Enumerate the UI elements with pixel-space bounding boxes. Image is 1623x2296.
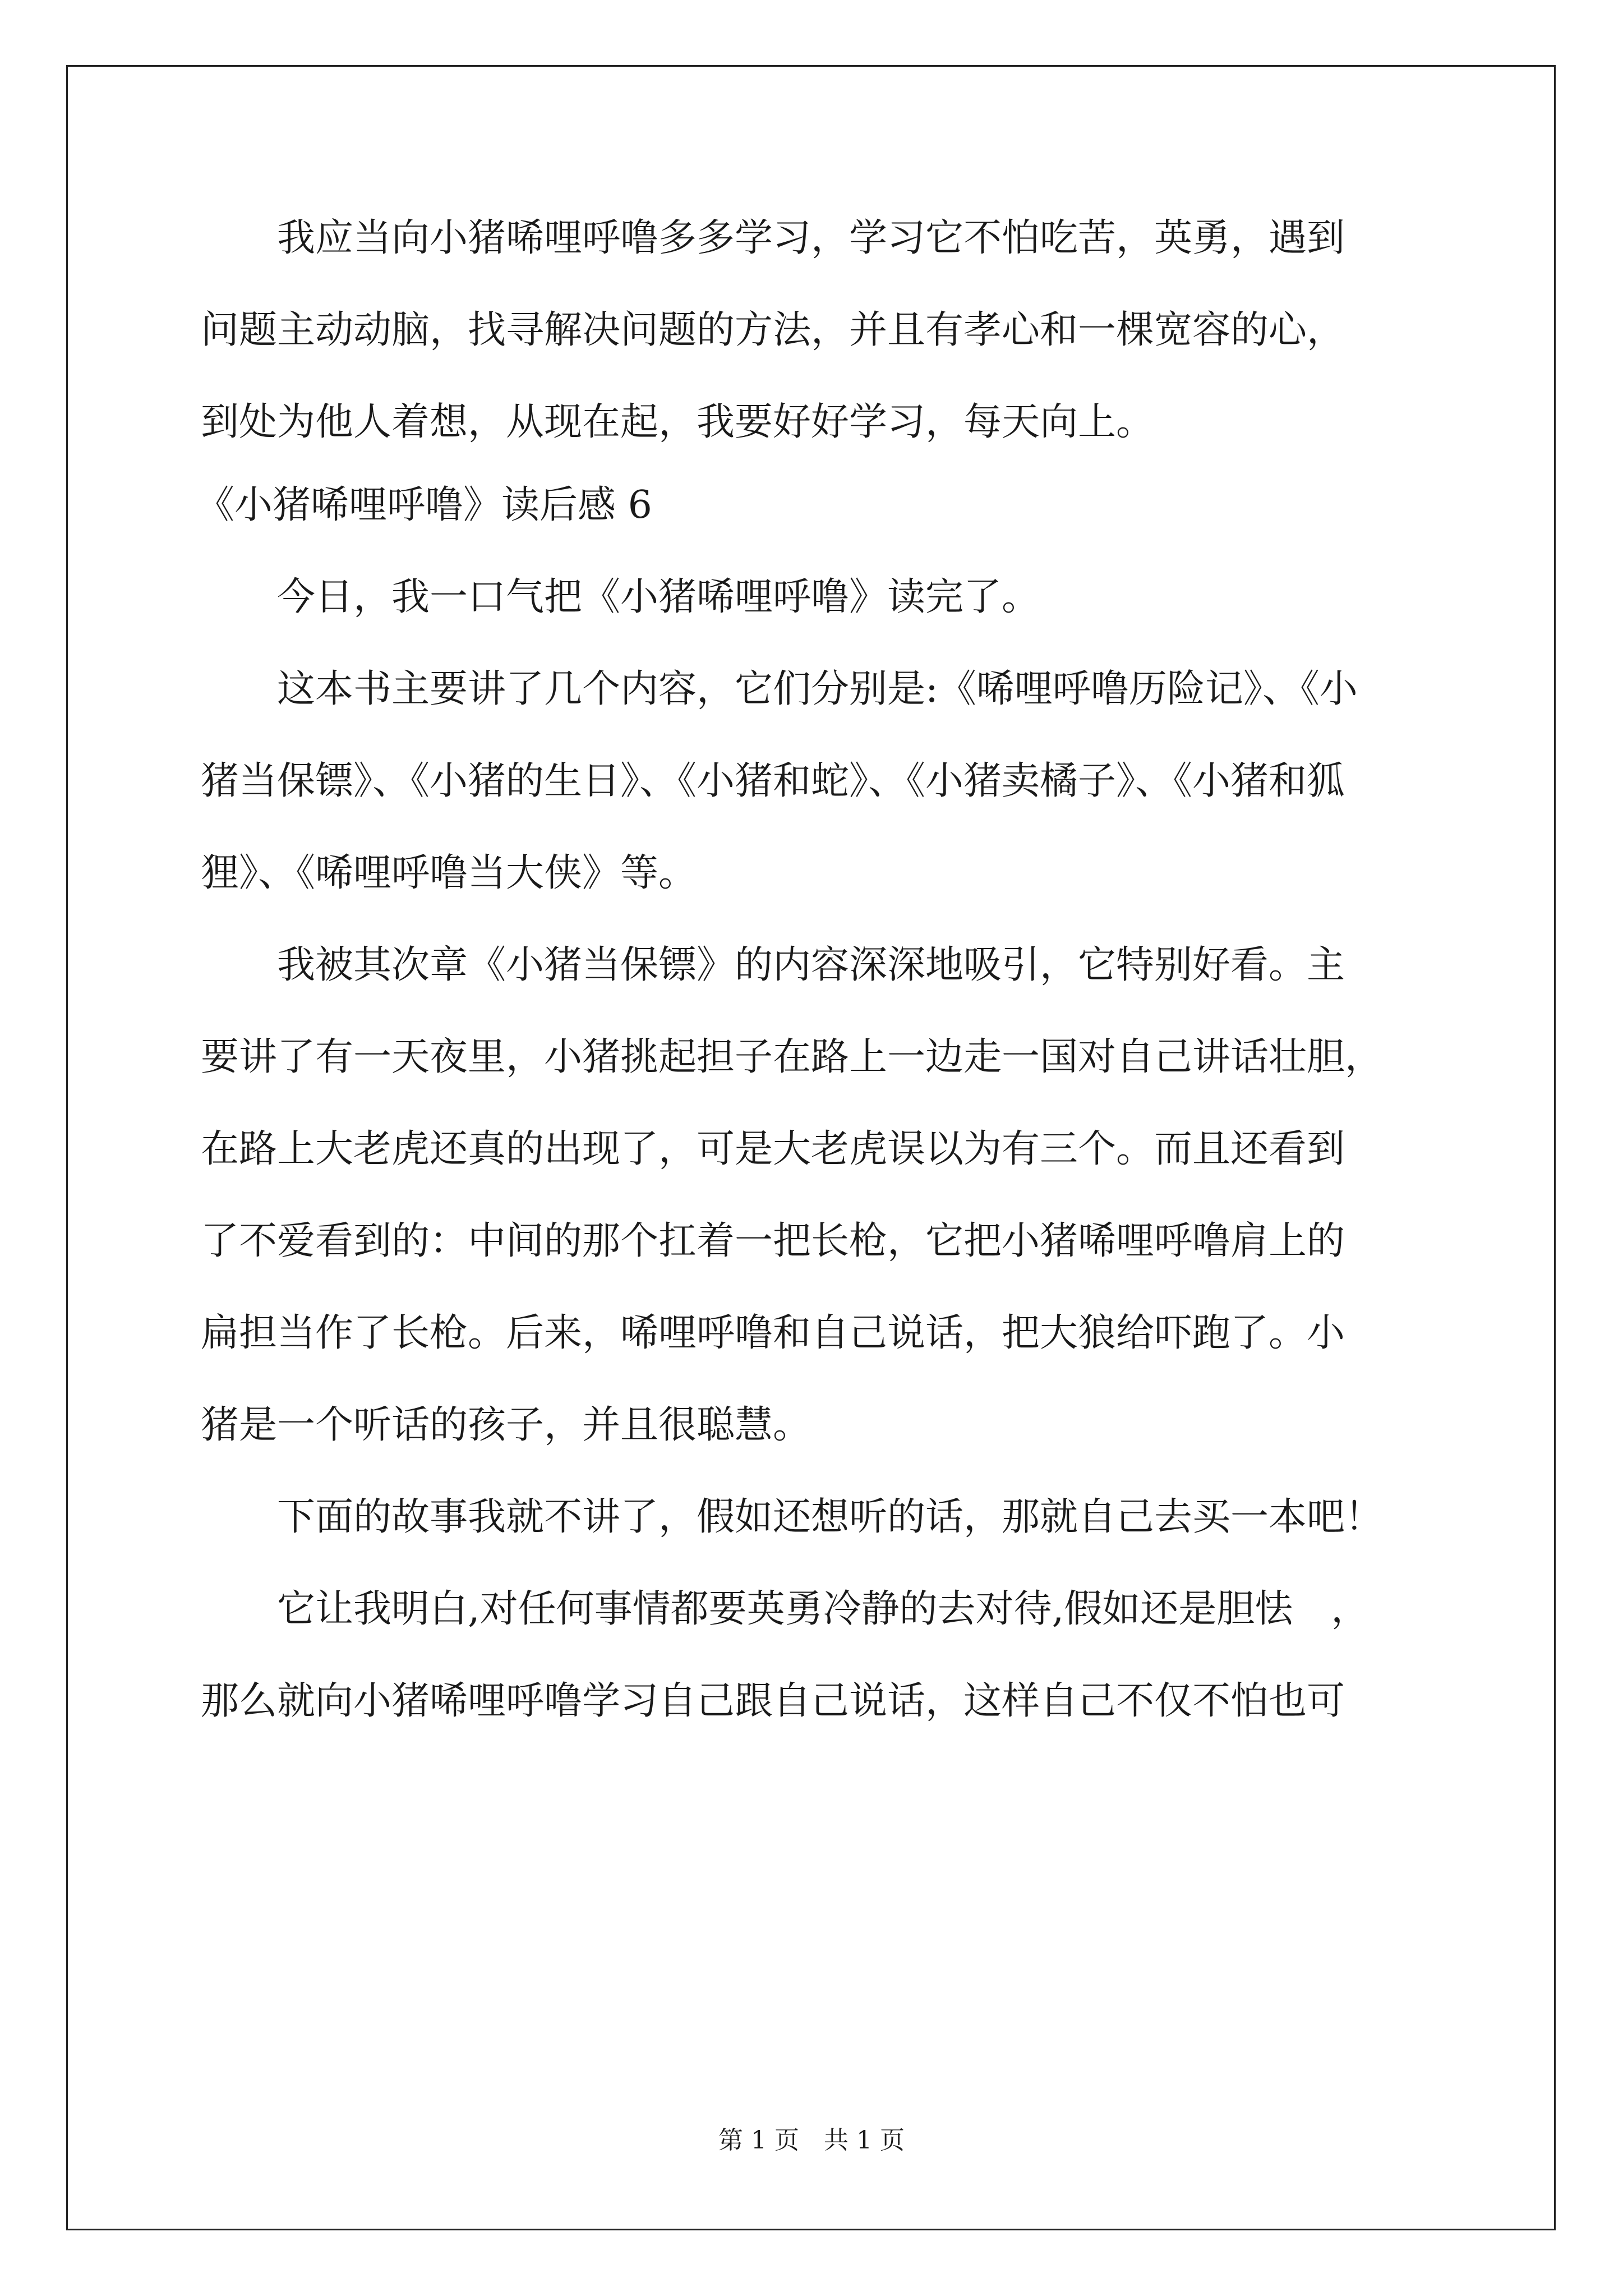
body-text-line: 在路上大老虎还真的出现了，可是大老虎误以为有三个。而且还看到 (201, 1127, 1345, 1171)
section-heading: 《小猪唏哩呼噜》读后感 6 (196, 483, 652, 527)
body-text-line: 今日，我一口气把《小猪唏哩呼噜》读完了。 (201, 575, 1040, 619)
body-text-line: 下面的故事我就不讲了，假如还想听的话，那就自己去买一本吧！ (201, 1495, 1384, 1539)
body-text-line: 问题主动动脑，找寻解决问题的方法，并且有孝心和一棵宽容的心， (201, 308, 1345, 352)
body-text-line: 猪当保镖》、《小猪的生日》、《小猪和蛇》、《小猪卖橘子》、《小猪和狐 (201, 759, 1345, 803)
body-text-line: 狸》、《唏哩呼噜当大侠》等。 (201, 851, 697, 895)
body-text-line: 要讲了有一天夜里，小猪挑起担子在路上一边走一国对自己讲话壮胆， (201, 1035, 1384, 1079)
body-text-line: 了不爱看到的：中间的那个扛着一把长枪，它把小猪唏哩呼噜肩上的 (201, 1219, 1345, 1263)
body-text-line: 那么就向小猪唏哩呼噜学习自己跟自己说话，这样自己不仅不怕也可 (201, 1679, 1345, 1723)
body-text-line: 这本书主要讲了几个内容，它们分别是:《唏哩呼噜历险记》、《小 (201, 667, 1358, 711)
page-number-footer: 第 1 页 共 1 页 (718, 2126, 905, 2155)
body-text-line: 它让我明白,对任何事情都要英勇冷静的去对待,假如还是胆怯 ， (201, 1587, 1370, 1631)
body-text-line: 猪是一个听话的孩子，并且很聪慧。 (201, 1403, 811, 1447)
body-text-line: 我应当向小猪唏哩呼噜多多学习，学习它不怕吃苦，英勇，遇到 (201, 216, 1345, 260)
body-text-line: 扁担当作了长枪。后来，唏哩呼噜和自己说话，把大狼给吓跑了。小 (201, 1311, 1345, 1355)
body-text-line: 我被其次章《小猪当保镖》的内容深深地吸引，它特别好看。主 (201, 943, 1345, 987)
body-text-line: 到处为他人着想，从现在起，我要好好学习，每天向上。 (201, 400, 1155, 444)
